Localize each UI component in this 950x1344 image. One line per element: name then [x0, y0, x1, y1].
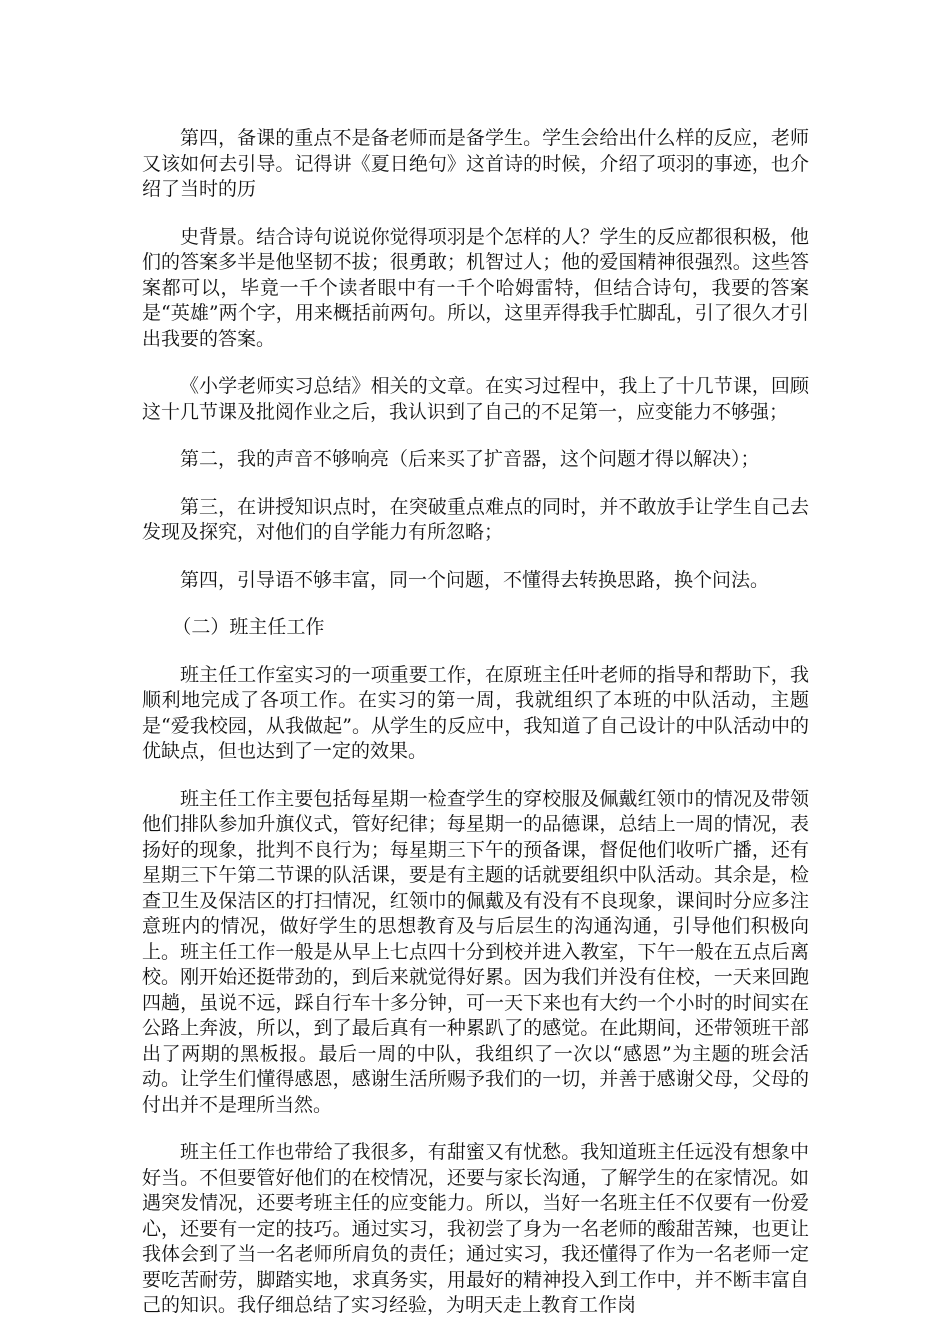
paragraph-history-background: 史背景。结合诗句说说你觉得项羽是个怎样的人？学生的反应都很积极，他们的答案多半是他坚韧不拔；很勇敢；机智过人；他的爱国精神很强烈。这些答案都可以，毕竟一千个读者眼中有一千个哈姆雷特，但结合诗句，我要的答案是“英雄”两个字，用来概括前两句。所以，这里弄得我手忙脚乱，引了很久才引出我要的答案。 — [142, 225, 809, 350]
paragraph-shortcoming-guidance: 第四，引导语不够丰富，同一个问题，不懂得去转换思路，换个问法。 — [180, 568, 770, 591]
paragraph-lesson-prep: 第四，备课的重点不是备老师而是备学生。学生会给出什么样的反应，老师又该如何去引导。记得讲《夏日绝句》这首诗的时候，介绍了项羽的事迹，也介绍了当时的历 — [142, 127, 809, 200]
paragraph-class-teacher-reflection: 班主任工作也带给了我很多，有甜蜜又有忧愁。我知道班主任远没有想象中好当。不但要管好他们的在校情况，还要与家长沟通，了解学生的在家情况。如遇突发情况，还要考班主任的应变能力。所以，当好一名班主任不仅要有一份爱心，还要有一定的技巧。通过实习，我初尝了身为一名老师的酸甜苦辣，也更让我体会到了当一名老师所肩负的责任；通过实习，我还懂得了作为一名老师一定要吃苦耐劳，脚踏实地，求真务实，用最好的精神投入到工作中，并不断丰富自己的知识。我仔细总结了实习经验，为明天走上教育工作岗 — [142, 1141, 809, 1316]
paragraph-shortcoming-voice: 第二，我的声音不够响亮（后来买了扩音器，这个问题才得以解决）； — [180, 448, 760, 470]
paragraph-shortcomings-intro: 《小学老师实习总结》相关的文章。在实习过程中，我上了十几节课，回顾这十几节课及批阅作业之后，我认识到了自己的不足第一，应变能力不够强； — [142, 375, 809, 423]
document-page — [142, 126, 809, 1341]
paragraph-class-teacher-duties: 班主任工作主要包括每星期一检查学生的穿校服及佩戴红领巾的情况及带领他们排队参加升旗仪式，管好纪律；每星期一的品德课，总结上一周的情况，表扬好的现象，批判不良行为；每星期三下午的预备课，督促他们收听广播，还有星期三下午第二节课的队活课，要是有主题的话就要组织中队活动。其余是，检查卫生及保洁区的打扫情况，红领巾的佩戴及有没有不良现象，课间时分应多注意班内的情况，做好学生的思想教育及与后层生的沟通沟通，引导他们积极向上。班主任工作一般是从早上七点四十分到校并进入教室，下午一般在五点后离校。刚开始还挺带劲的，到后来就觉得好累。因为我们并没有住校，一天来回跑四趟，虽说不远，踩自行车十多分钟，可一天下来也有大约一个小时的时间实在公路上奔波，所以，到了最后真有一种累趴了的感觉。在此期间，还带领班干部出了两期的黑板报。最后一周的中队，我组织了一次以“感恩”为主题的班会活动。让学生们懂得感恩，感谢生活所赐予我们的一切，并善于感谢父母，父母的付出并不是理所当然。 — [142, 787, 809, 1116]
paragraph-class-teacher-intro: 班主任工作室实习的一项重要工作，在原班主任叶老师的指导和帮助下，我顺利地完成了各项工作。在实习的第一周，我就组织了本班的中队活动，主题是“爱我校园，从我做起”。从学生的反应中，我知道了自己设计的中队活动中的优缺点，但也达到了一定的效果。 — [142, 663, 809, 762]
section-heading-class-teacher: （二）班主任工作 — [172, 616, 325, 638]
paragraph-shortcoming-exploration: 第三，在讲授知识点时，在突破重点难点的同时，并不敢放手让学生自己去发现及探究，对他们的自学能力有所忽略； — [142, 495, 809, 543]
